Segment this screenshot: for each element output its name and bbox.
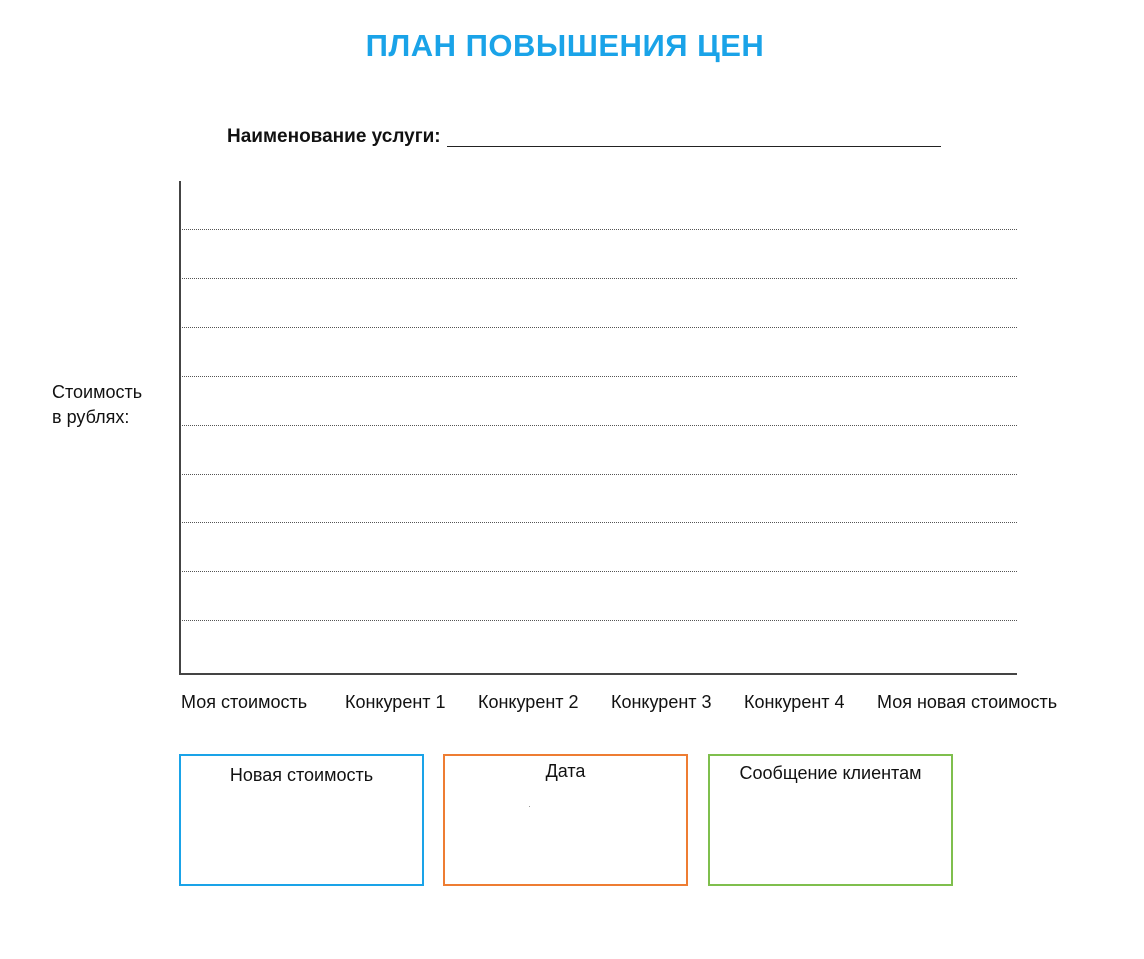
gridline bbox=[182, 425, 1017, 426]
chart-plot-area[interactable] bbox=[179, 181, 1017, 675]
gridline bbox=[182, 376, 1017, 377]
page-title: ПЛАН ПОВЫШЕНИЯ ЦЕН bbox=[365, 28, 765, 63]
x-axis-category-label: Моя стоимость bbox=[181, 692, 308, 712]
x-axis-category-label: Конкурент 1 bbox=[345, 692, 446, 712]
speck-mark bbox=[529, 806, 530, 807]
service-name-input-line[interactable] bbox=[447, 146, 941, 147]
y-axis-line bbox=[179, 181, 181, 675]
date-box-title: Дата bbox=[545, 761, 586, 781]
y-axis-label-line-2: в рублях: bbox=[52, 407, 130, 427]
x-axis-category-label: Конкурент 2 bbox=[478, 692, 579, 712]
client-message-box[interactable] bbox=[708, 754, 953, 886]
y-axis-label-line-1: Стоимость bbox=[52, 382, 143, 402]
gridline bbox=[182, 229, 1017, 230]
y-axis-label bbox=[52, 380, 142, 430]
client-message-box-title: Сообщение клиентам bbox=[739, 763, 922, 783]
gridline bbox=[182, 278, 1017, 279]
new-price-box-title: Новая стоимость bbox=[229, 765, 374, 785]
date-box[interactable] bbox=[443, 754, 688, 886]
x-axis-line bbox=[179, 673, 1017, 675]
x-axis-categories bbox=[181, 690, 1092, 714]
gridline bbox=[182, 571, 1017, 572]
new-price-box[interactable] bbox=[179, 754, 424, 886]
service-name-row bbox=[227, 124, 941, 148]
x-axis-category-label: Конкурент 3 bbox=[611, 692, 712, 712]
x-axis-category-label: Конкурент 4 bbox=[744, 692, 845, 712]
gridline bbox=[182, 327, 1017, 328]
gridline bbox=[182, 474, 1017, 475]
gridline bbox=[182, 620, 1017, 621]
x-axis-category-label: Моя новая стоимость bbox=[877, 692, 1058, 712]
service-name-label: Наименование услуги: bbox=[227, 126, 441, 147]
gridline bbox=[182, 522, 1017, 523]
